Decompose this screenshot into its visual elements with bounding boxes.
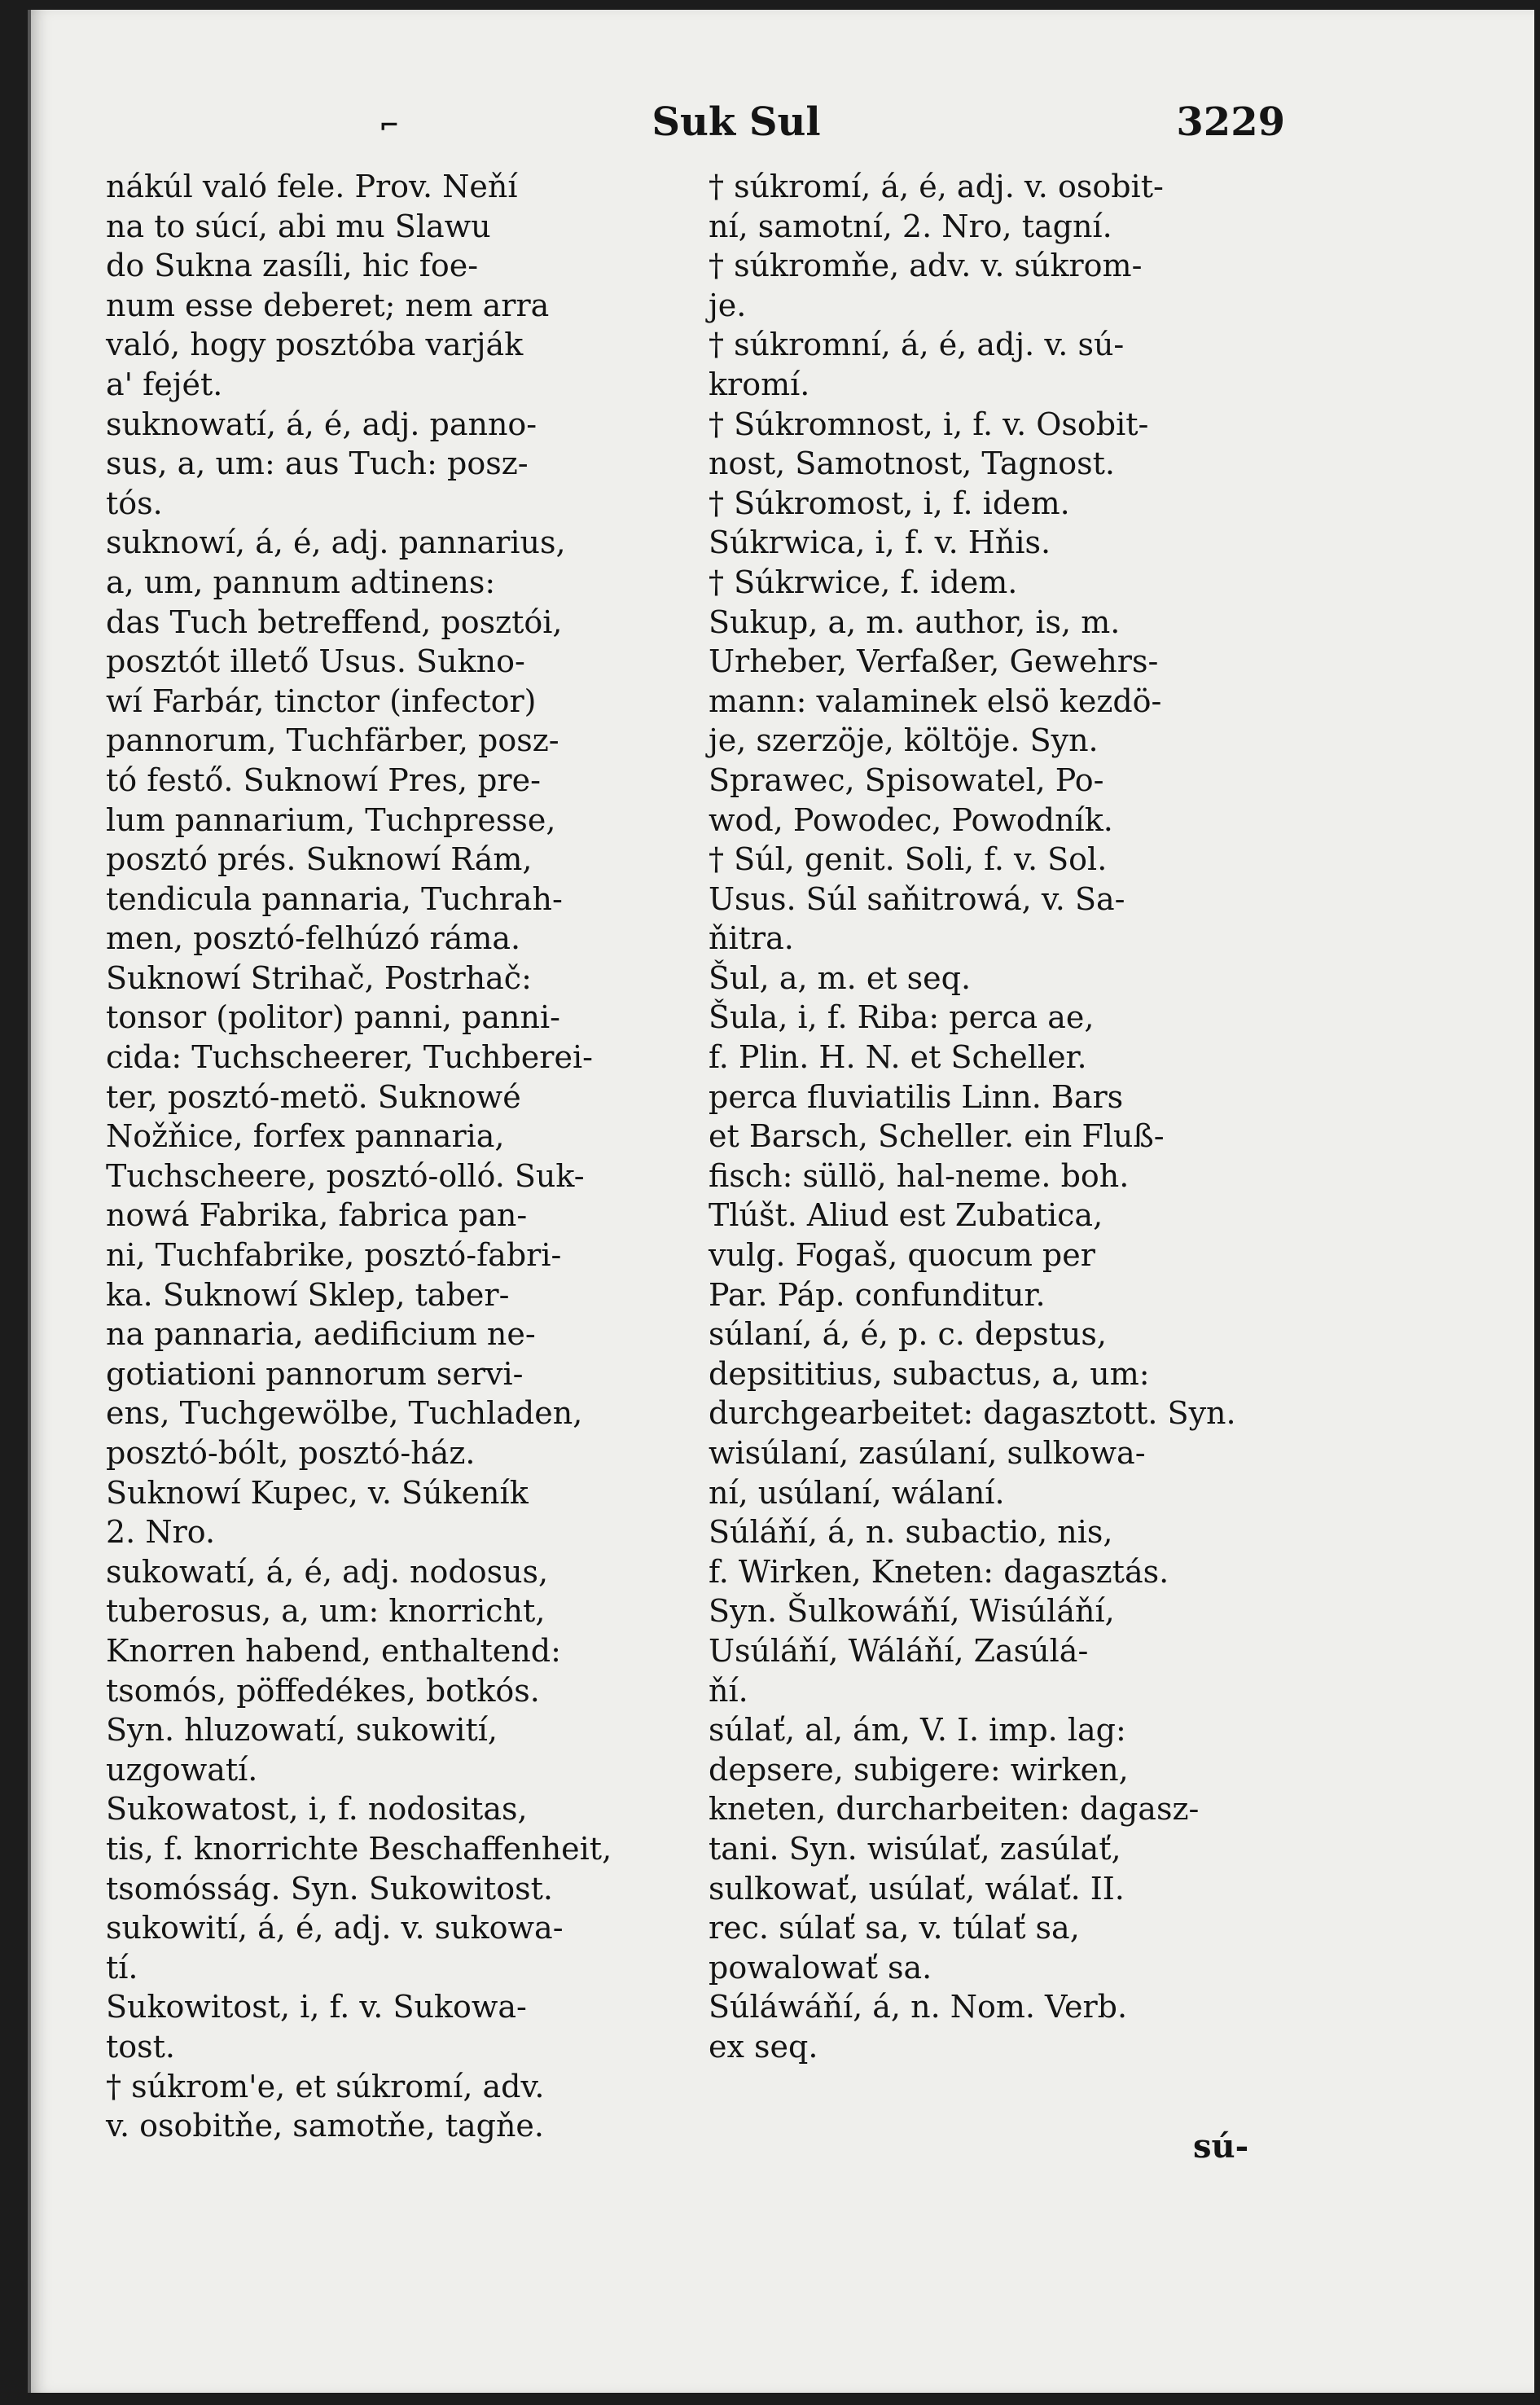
- text-line: wí Farbár, tinctor (infector): [106, 682, 537, 719]
- text-line: Sprawec, Spisowatel, Po-: [709, 761, 1104, 798]
- text-line: je, szerzöje, költöje. Syn.: [709, 722, 1099, 759]
- text-line: Suknowí Strihač, Postrhač:: [106, 959, 532, 996]
- text-line: † Súkrwice, f. idem.: [709, 564, 1018, 600]
- text-line: Par. Páp. confunditur.: [709, 1276, 1046, 1313]
- text-line: † súkromní, á, é, adj. v. sú-: [709, 327, 1125, 363]
- text-line: na to súcí, abi mu Slawu: [106, 208, 491, 244]
- text-line: vulg. Fogaš, quocum per: [709, 1237, 1095, 1274]
- text-line: do Sukna zasíli, hic foe-: [106, 248, 479, 284]
- text-line: Šul, a, m. et seq.: [709, 959, 972, 996]
- text-line: cida: Tuchscheerer, Tuchberei-: [106, 1039, 593, 1076]
- text-line: Suknowí Kupec, v. Súkeník: [106, 1474, 529, 1511]
- text-line: men, posztó-felhúzó ráma.: [106, 920, 521, 957]
- text-line: wod, Powodec, Powodník.: [709, 801, 1113, 838]
- text-line: sulkowať, usúlať, wálať. II.: [709, 1870, 1125, 1907]
- text-line: posztó-bólt, posztó-ház.: [106, 1435, 476, 1471]
- text-line: sus, a, um: aus Tuch: posz-: [106, 445, 529, 482]
- text-line: suknowí, á, é, adj. pannarius,: [106, 524, 566, 561]
- page-number: 3229: [1176, 99, 1285, 145]
- text-line: suknowatí, á, é, adj. panno-: [106, 406, 537, 442]
- text-line: nowá Fabrika, fabrica pan-: [106, 1197, 528, 1234]
- catchword: sú-: [1193, 2127, 1249, 2166]
- text-line: sukowatí, á, é, adj. nodosus,: [106, 1553, 549, 1590]
- text-line: posztó prés. Suknowí Rám,: [106, 841, 533, 878]
- text-line: Súkrwica, i, f. v. Hňis.: [709, 524, 1051, 561]
- text-line: ter, posztó-metö. Suknowé: [106, 1078, 521, 1115]
- text-line: tí.: [106, 1949, 138, 1986]
- text-line: súlať, al, ám, V. I. imp. lag:: [709, 1712, 1126, 1749]
- text-line: tós.: [106, 485, 163, 521]
- text-line: 2. Nro.: [106, 1514, 216, 1551]
- text-line: Tuchscheere, posztó-olló. Suk-: [106, 1157, 585, 1194]
- text-line: † Súkromost, i, f. idem.: [709, 485, 1070, 521]
- text-line: † súkromňe, adv. v. súkrom-: [709, 248, 1143, 284]
- text-line: ex seq.: [709, 2028, 818, 2065]
- text-line: je.: [709, 287, 747, 323]
- text-line: perca fluviatilis Linn. Bars: [709, 1078, 1124, 1115]
- right-column: [709, 167, 1295, 2067]
- text-line: v. osobitňe, samotňe, tagňe.: [106, 2108, 544, 2144]
- text-line: Usus. Súl saňitrowá, v. Sa-: [709, 880, 1125, 917]
- text-line: ní, samotní, 2. Nro, tagní.: [709, 208, 1112, 244]
- text-line: f. Plin. H. N. et Scheller.: [709, 1039, 1087, 1076]
- text-line: ňí.: [709, 1672, 748, 1709]
- text-line: tani. Syn. wisúlať, zasúlať,: [709, 1830, 1121, 1867]
- text-line: a, um, pannum adtinens:: [106, 564, 496, 600]
- text-line: sukowití, á, é, adj. v. sukowa-: [106, 1910, 564, 1946]
- text-line: pannorum, Tuchfärber, posz-: [106, 722, 559, 759]
- text-line: depsere, subigere: wirken,: [709, 1751, 1129, 1788]
- text-line: num esse deberet; nem arra: [106, 287, 550, 323]
- text-line: kromí.: [709, 366, 810, 402]
- text-line: nákúl való fele. Prov. Neňí: [106, 169, 518, 204]
- text-line: Súláwáňí, á, n. Nom. Verb.: [709, 1989, 1128, 2025]
- text-line: † súkrom'e, et súkromí, adv.: [106, 2068, 545, 2104]
- text-line: † Súl, genit. Soli, f. v. Sol.: [709, 841, 1108, 878]
- text-line: et Barsch, Scheller. ein Fluß-: [709, 1118, 1165, 1155]
- text-line: tó festő. Suknowí Pres, pre-: [106, 761, 541, 798]
- text-line: Nožňice, forfex pannaria,: [106, 1118, 505, 1155]
- text-line: Knorren habend, enthaltend:: [106, 1632, 561, 1669]
- text-line: durchgearbeitet: dagasztott. Syn.: [709, 1395, 1236, 1432]
- text-line: posztót illető Usus. Sukno-: [106, 643, 525, 680]
- text-line: súlaní, á, é, p. c. depstus,: [709, 1316, 1107, 1353]
- text-line: való, hogy posztóba varják: [106, 327, 524, 363]
- text-line: † súkromí, á, é, adj. v. osobit-: [709, 169, 1164, 204]
- text-line: nost, Samotnost, Tagnost.: [709, 445, 1116, 482]
- text-line: ni, Tuchfabrike, posztó-fabri-: [106, 1237, 562, 1274]
- text-line: ní, usúlaní, wálaní.: [709, 1474, 1005, 1511]
- text-line: a' fejét.: [106, 366, 223, 402]
- left-column: [106, 167, 692, 2146]
- text-line: depsititius, subactus, a, um:: [709, 1355, 1150, 1392]
- text-line: fisch: süllö, hal-neme. boh.: [709, 1157, 1130, 1194]
- text-line: tuberosus, a, um: knorricht,: [106, 1593, 546, 1630]
- text-line: lum pannarium, Tuchpresse,: [106, 801, 556, 838]
- text-line: Šula, i, f. Riba: perca ae,: [709, 999, 1095, 1036]
- text-line: na pannaria, aedificium ne-: [106, 1316, 536, 1353]
- text-line: das Tuch betreffend, posztói,: [106, 603, 563, 640]
- text-line: mann: valaminek elsö kezdö-: [709, 682, 1162, 719]
- text-line: Usúláňí, Wáláňí, Zasúlá-: [709, 1632, 1089, 1669]
- text-line: † Súkromnost, i, f. v. Osobit-: [709, 406, 1149, 442]
- text-line: Sukowitost, i, f. v. Sukowa-: [106, 1989, 527, 2025]
- page-mark: ⌐: [379, 112, 400, 140]
- running-title: Suk Sul: [652, 99, 821, 145]
- text-line: ens, Tuchgewölbe, Tuchladen,: [106, 1395, 583, 1432]
- text-line: ka. Suknowí Sklep, taber-: [106, 1276, 510, 1313]
- text-line: tendicula pannaria, Tuchrah-: [106, 880, 563, 917]
- text-line: kneten, durcharbeiten: dagasz-: [709, 1791, 1200, 1828]
- text-line: Syn. Šulkowáňí, Wisúláňí,: [709, 1593, 1115, 1630]
- text-line: tsomós, pöffedékes, botkós.: [106, 1672, 540, 1709]
- text-line: powalowať sa.: [709, 1949, 932, 1986]
- text-line: Súláňí, á, n. subactio, nis,: [709, 1514, 1113, 1551]
- text-line: ňitra.: [709, 920, 794, 957]
- text-line: tsomósság. Syn. Sukowitost.: [106, 1870, 553, 1907]
- text-line: wisúlaní, zasúlaní, sulkowa-: [709, 1435, 1146, 1471]
- text-line: tis, f. knorrichte Beschaffenheit,: [106, 1830, 612, 1867]
- text-line: gotiationi pannorum servi-: [106, 1355, 524, 1392]
- text-line: Tlúšt. Aliud est Zubatica,: [709, 1197, 1103, 1234]
- text-line: Urheber, Verfaßer, Gewehrs-: [709, 643, 1159, 680]
- text-line: Sukowatost, i, f. nodositas,: [106, 1791, 528, 1828]
- text-line: Syn. hluzowatí, sukowití,: [106, 1712, 498, 1749]
- text-line: f. Wirken, Kneten: dagasztás.: [709, 1553, 1169, 1590]
- text-line: uzgowatí.: [106, 1751, 258, 1788]
- text-line: Sukup, a, m. author, is, m.: [709, 603, 1121, 640]
- text-line: tost.: [106, 2028, 175, 2065]
- text-line: tonsor (politor) panni, panni-: [106, 999, 560, 1036]
- text-line: rec. súlať sa, v. túlať sa,: [709, 1910, 1080, 1946]
